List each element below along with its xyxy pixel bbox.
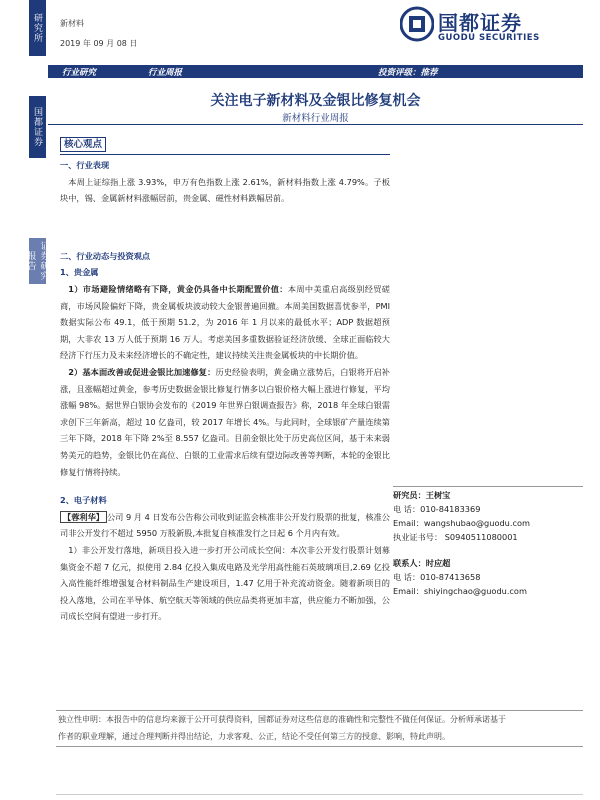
industry-performance-text: 本周上证综指上涨 3.93%，申万有色指数上涨 2.61%，新材料指数上涨 4.79%。子板块中，锡、金属新材料涨幅居前，贵金属、磁性材料跌幅居前。 [60,176,390,204]
report-topbar [48,65,583,78]
section-industry-performance: 一、行业表现 [60,160,110,171]
subsection-precious-metals: 1、贵金属 [60,267,99,278]
spacer [60,480,390,492]
report-subtitle: 新材料行业周报 [282,113,349,124]
header-meta [60,14,137,54]
analyst-card-2 [393,556,583,598]
paragraph-gold-lead: 1）市场避险情绪略有下降，黄金仍具备中长期配置价值： [68,284,288,295]
main-content [60,136,390,625]
analyst2-name: 联系人：时应超 [393,558,451,568]
core-view-heading: 核心观点 [60,137,106,152]
topbar-industry-research: 行业研究 [62,68,97,78]
disclaimer-line-1: 独立性申明：本报告中的信息均来源于公开可获得资料，国都证券对这些信息的准确性和完整性不做任何保证。分析师承诺基于 [58,715,506,724]
paragraph-silver-lead: 2）基本面改善或促进金银比加速修复： [68,367,216,378]
spacer [60,207,390,248]
paragraph-silver [60,364,390,480]
analyst2-phone: 电 话：010-87413658 [393,572,481,582]
analyst1-cert: 执业证书号： S0940511080001 [393,532,518,542]
paragraph-silver-body: 历史经验表明，黄金确立涨势后，白银将开启补涨，且涨幅超过黄金，参考历史数据金银比修复行情多以白银价格大幅上涨进行修复，平均涨幅 98%。据世界白银协会发布的《2019 年世界白银调查报告》称，2018 年全球白银需求创下三年新高，超过 10 亿盎司，较 2017 年增长 4%。与此同时，全球银矿产量连续第三年下降，2018 年下降 2%至 8.557 亿盎司。目前金银比处于历史高位区间，基于未来弱势美元的趋势，金银比仍在高位、白银的工业需求后续有望边际改善等判断，本轮的金银比修复行情将持续。 [60,367,390,477]
section-industry-news: 二、行业动态与投资观点 [60,250,151,261]
sidebar-tab-institute: 研究所 [29,0,46,56]
report-category: 新材料 [60,19,84,28]
logo-emblem-icon [400,6,434,42]
company-logo [400,4,560,48]
sidebar-tab-report-type: 证券研究报告 [29,238,46,284]
paragraph-company-body: 公司 9 月 4 日发布公告称公司收到证监会核准非公开发行股票的批复，核准公司非公开发行不超过 5950 万股新股,本批复自核准发行之日起 6 个月内有效。 [60,511,390,539]
report-date: 2019 年 09 月 08 日 [60,39,138,48]
paragraph-private-placement: 1）非公开发行落地，新项目投入进一步打开公司成长空间：本次非公开发行股票计划募集资金不超 7 亿元，拟使用 2.84 亿投入集成电路及光学用高性能石英玻璃项目,2.69 亿投入高性能纤维增强复合材料制品生产建设项目，1.47 亿用于补充流动资金。随着新项目的投入落地，公司在半导体、航空航天等领域的供应品类将更加丰富，供应能力不断加强，公司成长空间有望进一步打开。 [60,544,390,622]
topbar-weekly-report: 行业周报 [148,68,183,78]
title-rule [48,124,583,125]
subsection-electronic-materials: 2、电子材料 [60,495,107,506]
paragraph-gold [60,281,390,364]
analyst1-phone: 电 话：010-84183369 [393,504,481,514]
analyst1-name: 研究员：王树宝 [393,490,451,500]
analyst-card-1 [393,486,583,544]
analyst2-email: Email：shiyingchao@guodu.com [393,586,527,596]
paragraph-gold-body: 本周中美重启高级别经贸磋商，市场风险偏好下降，贵金属板块波动较大金银普遍回撤。本周美国数据喜忧参半，PMI 数据实际公布 49.1，低于预期 51.2，为 2016 年 1 月以来的最低水平；ADP 数据超预期，大非农 13 万人低于预期 16 万人。考虑美国多重数据验证经济放缓、全球正面临较大经济下行压力及未来经济增长的不确定性，建议持续关注贵金属板块的中长期价值。 [60,284,390,361]
analyst1-email: Email：wangshubao@guodu.com [393,518,530,528]
heading-underline [60,154,390,156]
report-title: 关注电子新材料及金银比修复机会 [210,93,421,109]
company-tag: 【蓉利华】 [60,511,107,523]
paragraph-company-news [60,509,390,542]
logo-text-cn: 国都证券 [438,11,522,35]
disclaimer-line-2: 作者的职业理解，通过合理判断并得出结论，力求客观、公正，结论不受任何第三方的授意、影响，特此声明。 [58,732,450,741]
page-bottom-rule [56,794,583,795]
analyst-separator [393,486,583,487]
left-sidebar [0,0,48,800]
disclaimer-box [56,710,583,747]
logo-text-en: GUODU SECURITIES [438,33,540,43]
topbar-rating: 投资评级：推荐 [378,68,438,78]
sidebar-tab-company: 国都证券 [29,96,46,158]
